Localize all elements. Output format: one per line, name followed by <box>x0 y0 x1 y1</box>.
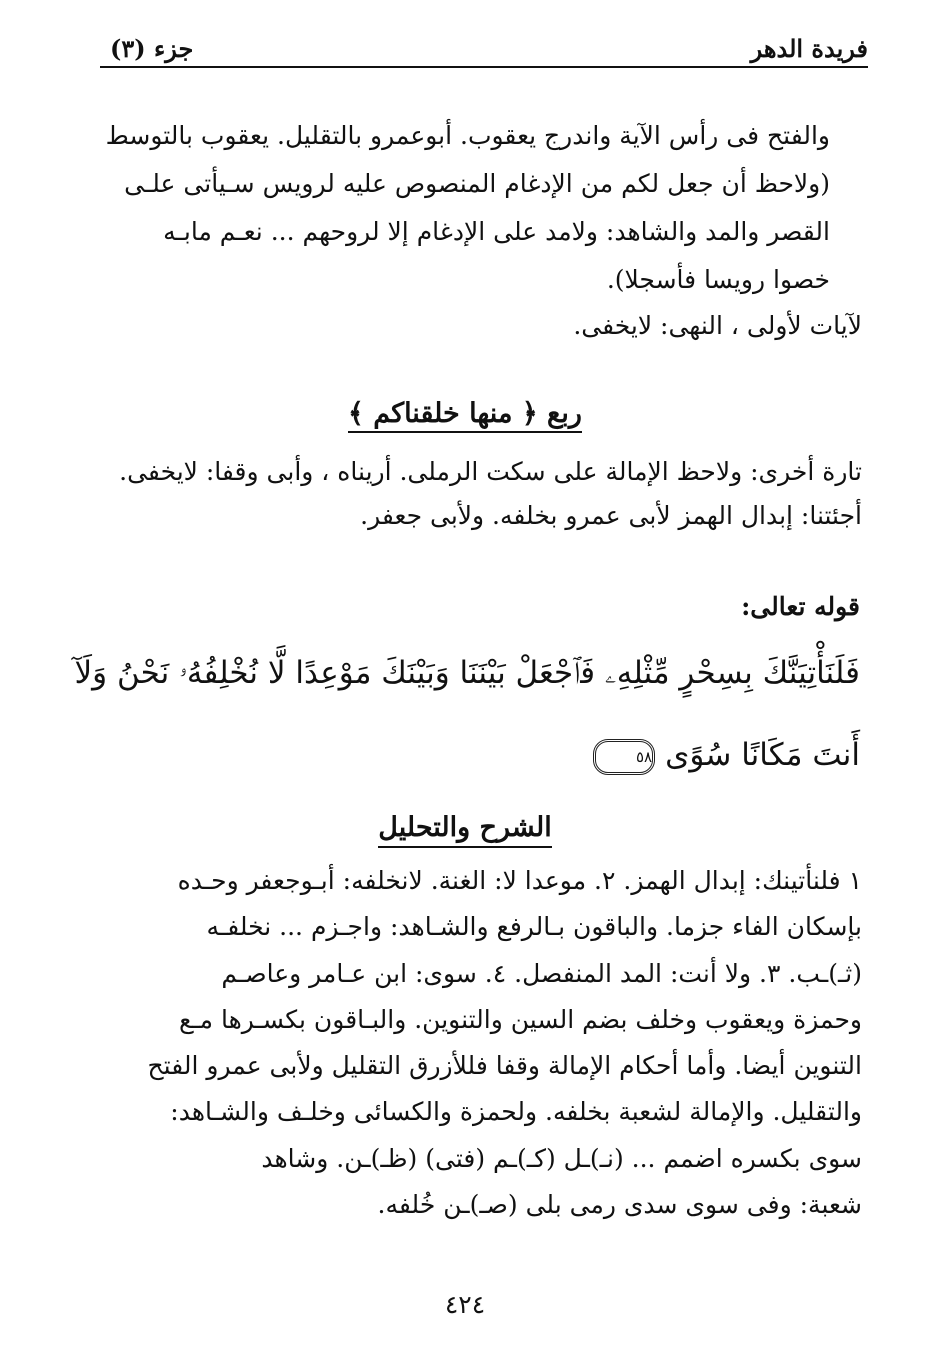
text-line: وحمزة ويعقوب وخلف بضم السين والتنوين. والبـاقون بكسـرها مـع <box>179 1004 862 1034</box>
text-line: سوى بكسره اضمم ... (نـ)ـل (كـ)ـم (فتى) (ظـ)ـن. وشاهد <box>261 1143 862 1173</box>
text-line: التنوين أيضا. وأما أحكام الإمالة وقفا فللأزرق التقليل ولأبى عمرو الفتح <box>147 1051 862 1081</box>
section-heading-text: ربع ﴿ منها خلقناكم ﴾ <box>348 398 582 433</box>
text-line: ١ فلنأتينك: إبدال الهمز. ٢. موعدا لا: الغنة. لانخلفه: أبـوجعفر وحـده <box>177 866 862 895</box>
section-heading-text: الشرح والتحليل <box>378 812 551 848</box>
text-line: والتقليل. والإمالة لشعبة بخلفه. ولحمزة والكسائى وخلـف والشـاهد: <box>170 1097 862 1127</box>
text-line: شعبة: وفى سوى سدى رمى بلى (صـ)ـن خُلفه. <box>377 1190 862 1220</box>
quran-verse <box>60 632 860 796</box>
text-line: (ولاحظ أن جعل لكم من الإدغام المنصوص عليه لرويس سـيأتى علـى <box>124 169 830 198</box>
text-line: بإسكان الفاء جزما. والباقون بـالرفع والشـاهد: واجـزم ... نخلفـه <box>206 912 862 942</box>
quran-label: قوله تعالى: <box>741 592 860 621</box>
section-heading-rub <box>0 398 930 429</box>
intro-closing <box>72 302 862 350</box>
intro-paragraph <box>90 112 830 304</box>
book-title: فريدة الدهر <box>750 34 868 63</box>
text-line: القصر والمد والشاهد: ولامد على الإدغام إلا لروحهم ... نعـم مابـه <box>163 217 830 246</box>
verse-line <box>60 714 860 796</box>
commentary-paragraph <box>62 858 862 1228</box>
text-line: أجئتنا: إبدال الهمز لأبى عمرو بخلفه. ولأبى جعفر. <box>360 501 862 530</box>
verse-text: أَنتَ مَكَانًا سُوًى <box>665 737 860 773</box>
part-number: جزء (٣) <box>110 34 194 63</box>
text-line: تارة أخرى: ولاحظ الإمالة على سكت الرملى. أريناه ، وأبى وقفا: لايخفى. <box>119 457 862 486</box>
header-rule <box>100 66 868 68</box>
verse-line: فَلَنَأْتِيَنَّكَ بِسِحْرٍ مِّثْلِهِۦ فَٱجْعَلْ بَيْنَنَا وَبَيْنَكَ مَوْعِدًا لَّا نُخْلِفُهُۥ نَحْنُ وَلَآ <box>74 655 860 691</box>
text-line: خصوا رويسا فأسجلا). <box>606 265 830 294</box>
section-heading-commentary <box>0 812 930 843</box>
ayah-number-marker: ٥٨ <box>593 739 655 775</box>
text-line: والفتح فى رأس الآية واندرج يعقوب. أبوعمرو بالتقليل. يعقوب بالتوسط <box>105 121 830 150</box>
running-header <box>100 24 868 68</box>
rub-paragraph <box>62 450 862 538</box>
page-number: ٤٢٤ <box>444 1290 486 1319</box>
text-line: (ثـ)ـب. ٣. ولا أنت: المد المنفصل. ٤. سوى: ابن عـامر وعاصـم <box>221 958 862 988</box>
text-line: لآيات لأولى ، النهى: لايخفى. <box>573 311 862 340</box>
